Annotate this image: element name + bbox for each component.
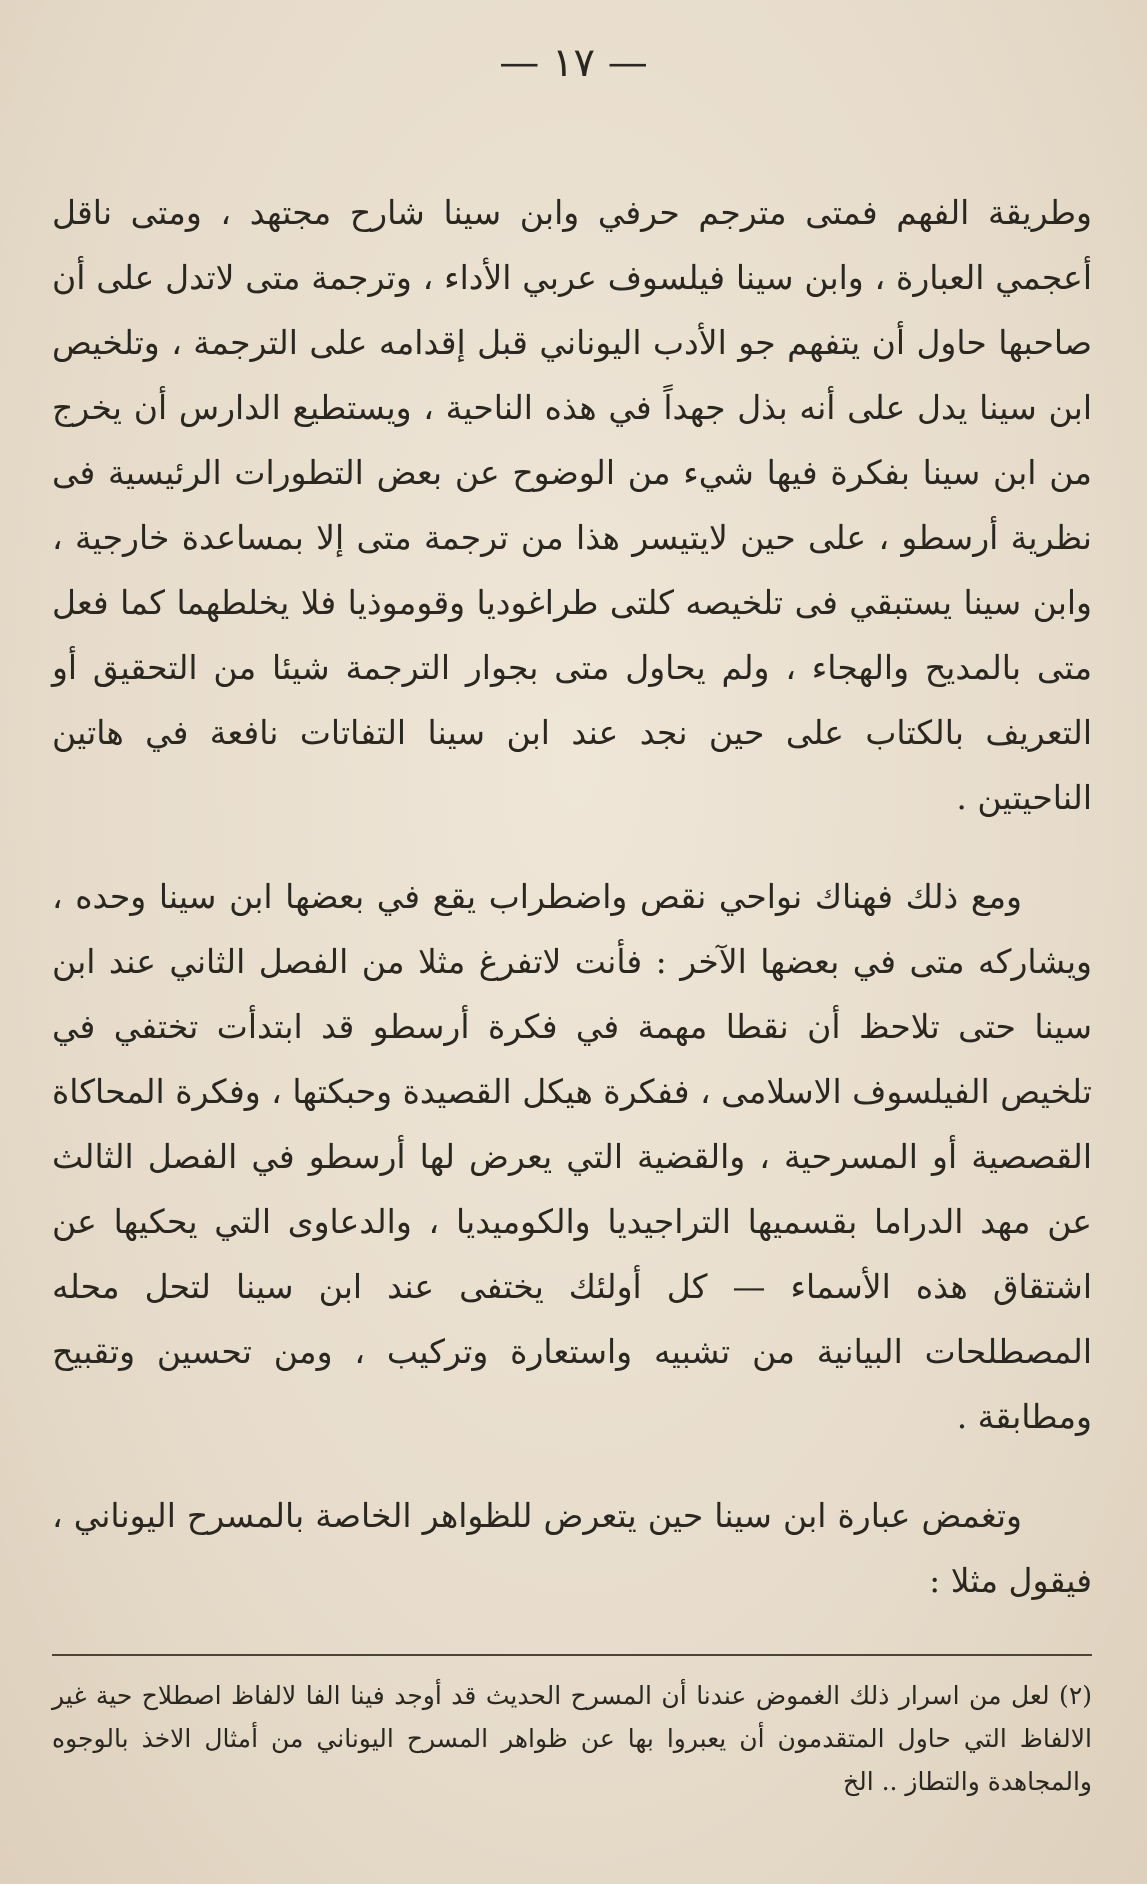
footnote-divider (52, 1654, 1092, 1656)
paragraph-1: وطريقة الفهم فمتى مترجم حرفي وابن سينا شارح مجتهد ، ومتى ناقل أعجمي العبارة ، وابن سينا فيلسوف عربي الأداء ، وترجمة متى لاتدل على أن صاحبها حاول أن يتفهم جو الأدب اليوناني قبل إقدامه على الترجمة ، وتلخيص ابن سينا يدل على أنه بذل جهداً في هذه الناحية ، ويستطيع الدارس أن يخرج من ابن سينا بفكرة فيها شيء من الوضوح عن بعض التطورات الرئيسية فى نظرية أرسطو ، على حين لايتيسر هذا من ترجمة متى إلا بمساعدة خارجية ، وابن سينا يستبقي فى تلخيصه كلتى طراغوديا وقوموذيا فلا يخلطهما كما فعل متى بالمديح والهجاء ، ولم يحاول متى بجوار الترجمة شيئا من التحقيق أو التعريف بالكتاب على حين نجد عند ابن سينا التفاتات نافعة في هاتين الناحيتين . (52, 193, 1092, 817)
footnote: (٢) لعل من اسرار ذلك الغموض عندنا أن المسرح الحديث قد أوجد فينا الفا لالفاظ اصطلاح حية غير الالفاظ التي حاول المتقدمون أن يعبروا بها عن ظواهر المسرح اليوناني من أمثال الاخذ بالوجوه والمجاهدة والتطاز .. الخ (52, 1681, 1093, 1796)
paragraph-3: وتغمض عبارة ابن سينا حين يتعرض للظواهر الخاصة بالمسرح اليوناني ، فيقول مثلا : (52, 1496, 1092, 1600)
paragraph-2: ومع ذلك فهناك نواحي نقص واضطراب يقع في بعضها ابن سينا وحده ، ويشاركه متى في بعضها الآخر : فأنت لاتفرغ مثلا من الفصل الثاني عند ابن سينا حتى تلاحظ أن نقطا مهمة في فكرة أرسطو قد ابتدأت تختفي في تلخيص الفيلسوف الاسلامى ، ففكرة هيكل القصيدة وحبكتها ، وفكرة المحاكاة القصصية أو المسرحية ، والقضية التي يعرض لها أرسطو في الفصل الثالث عن مهد الدراما بقسميها التراجيديا والكوميديا ، والدعاوى التي يحكيها عن اشتقاق هذه الأسماء — كل أولئك يختفى عند ابن سينا لتحل محله المصطلحات البيانية من تشبيه واستعارة وتركيب ، ومن تحسين وتقبيح ومطابقة . (52, 877, 1092, 1436)
main-text (52, 180, 1092, 1647)
page-number: — ١٧ — (499, 40, 648, 86)
